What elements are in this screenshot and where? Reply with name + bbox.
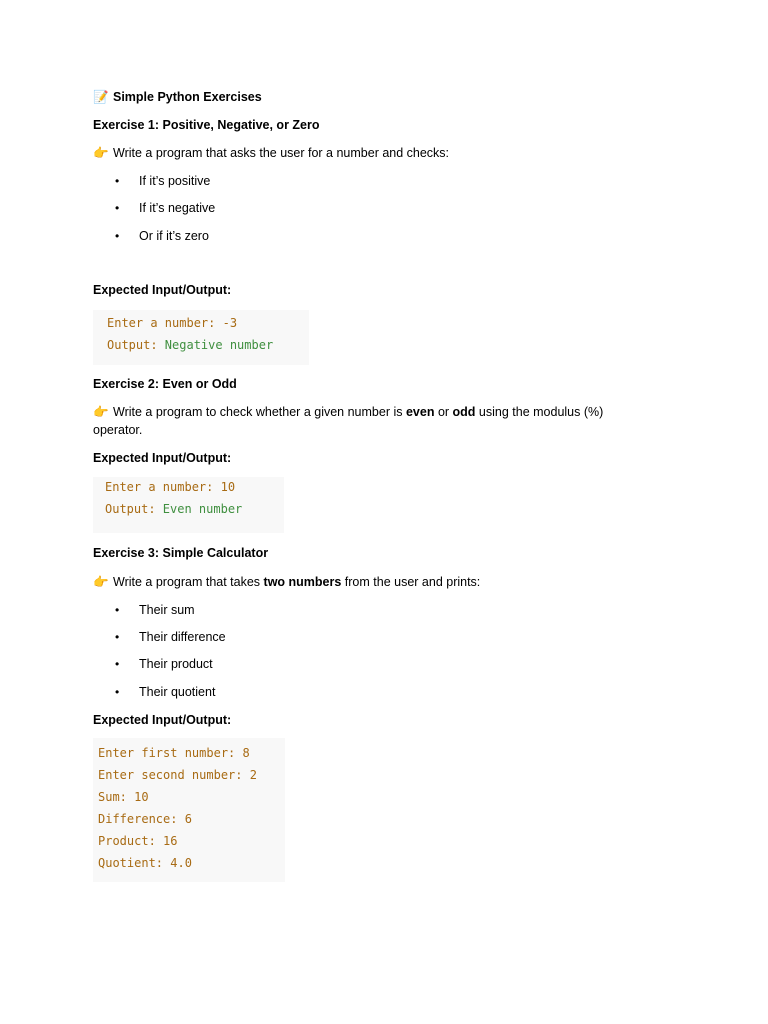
pointing-hand-icon: 👉	[93, 146, 109, 160]
exercise-2-intro	[93, 403, 663, 439]
list-item: • If it’s positive	[115, 174, 211, 188]
exercise-1-io-label: Expected Input/Output:	[93, 283, 232, 297]
exercise-3-heading: Exercise 3: Simple Calculator	[93, 546, 269, 560]
list-item: • Their product	[115, 657, 213, 671]
code-line: Enter a number: 10	[105, 480, 236, 494]
list-item-text: If it’s negative	[139, 201, 216, 215]
list-item: • Their quotient	[115, 685, 216, 699]
intro-text: using the modulus (%)	[475, 405, 604, 419]
code-line: Enter a number: -3	[107, 316, 238, 330]
code-line: Enter second number: 2	[98, 768, 257, 782]
code-line	[107, 337, 273, 353]
output-label: Output:	[105, 502, 163, 516]
intro-text: Write a program that takes	[113, 575, 264, 589]
list-item-text: Their product	[139, 657, 213, 671]
intro-text: operator.	[93, 423, 143, 437]
list-item: • If it’s negative	[115, 201, 216, 215]
exercise-1-heading: Exercise 1: Positive, Negative, or Zero	[93, 118, 320, 132]
exercise-3-io-label: Expected Input/Output:	[93, 713, 232, 727]
exercise-1-intro	[93, 144, 449, 162]
list-item-text: If it’s positive	[139, 174, 211, 188]
list-item-text: Their quotient	[139, 685, 216, 699]
intro-text: Write a program to check whether a given number is	[113, 405, 406, 419]
code-line: Sum: 10	[98, 790, 149, 804]
output-label: Output:	[107, 338, 165, 352]
code-line: Product: 16	[98, 834, 178, 848]
list-item: • Their sum	[115, 603, 195, 617]
emphasis-odd: odd	[452, 405, 476, 419]
list-item-text: Their difference	[139, 630, 226, 644]
exercise-3-code-block	[93, 738, 285, 882]
title-text: Simple Python Exercises	[113, 90, 262, 104]
emphasis-two-numbers: two numbers	[263, 575, 342, 589]
intro-text: Write a program that asks the user for a number and checks:	[113, 146, 450, 160]
list-item-text: Or if it’s zero	[139, 229, 209, 243]
exercise-2-code-block	[93, 477, 284, 533]
document-title	[93, 88, 262, 106]
exercise-2-heading: Exercise 2: Even or Odd	[93, 377, 237, 391]
memo-icon: 📝	[93, 90, 109, 104]
exercise-3-intro	[93, 573, 480, 591]
exercise-2-io-label: Expected Input/Output:	[93, 451, 232, 465]
list-item-text: Their sum	[139, 603, 195, 617]
code-line	[105, 501, 242, 517]
code-line: Quotient: 4.0	[98, 856, 192, 870]
exercise-1-code-block	[93, 310, 309, 365]
intro-text: or	[434, 405, 453, 419]
output-value: Negative number	[164, 338, 274, 352]
intro-text: from the user and prints:	[341, 575, 481, 589]
emphasis-even: even	[405, 405, 435, 419]
list-item: • Or if it’s zero	[115, 229, 209, 243]
code-line: Difference: 6	[98, 812, 192, 826]
pointing-hand-icon: 👉	[93, 405, 109, 419]
list-item: • Their difference	[115, 630, 226, 644]
pointing-hand-icon: 👉	[93, 575, 109, 589]
code-line: Enter first number: 8	[98, 746, 250, 760]
output-value: Even number	[162, 502, 243, 516]
